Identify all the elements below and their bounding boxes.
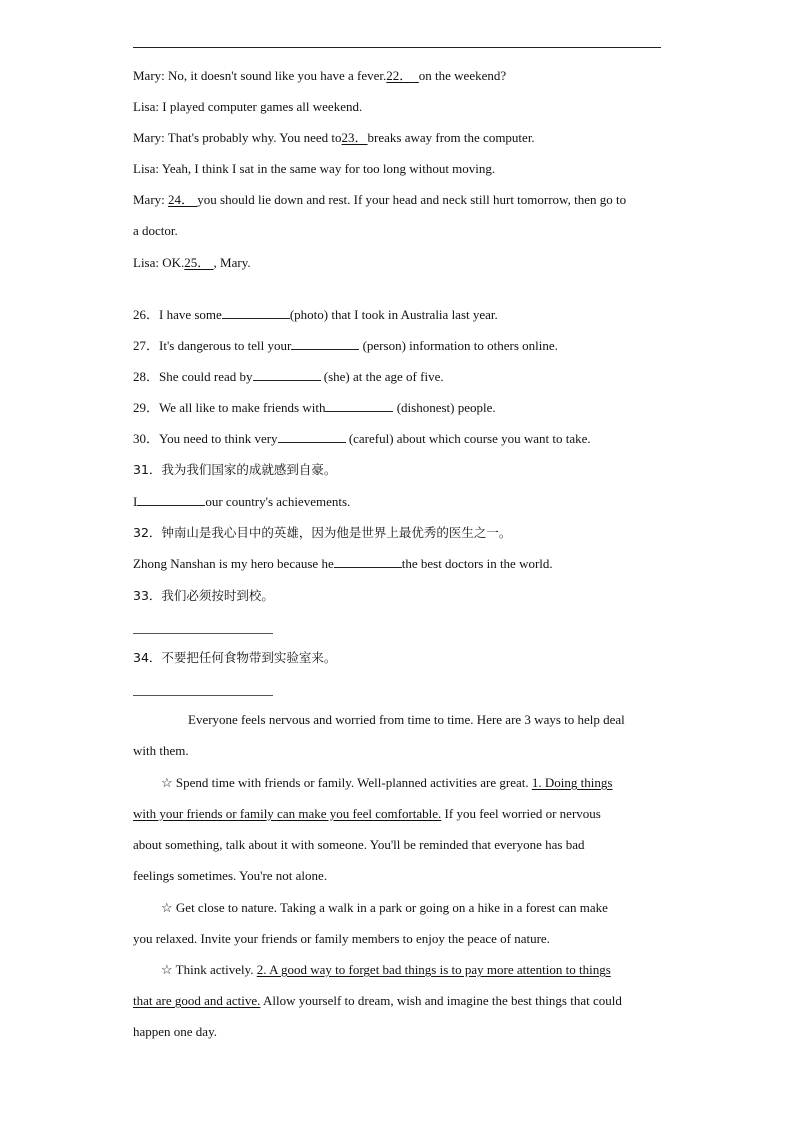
- question-28: [133, 369, 444, 385]
- passage-intro: Everyone feels nervous and worried from time to time. Here are 3 ways to help deal: [188, 712, 625, 727]
- dialogue-text: Mary: That's probably why. You need to: [133, 130, 342, 145]
- dialogue-line-5: [133, 192, 626, 208]
- question-26: [133, 307, 498, 323]
- question-33-chinese: 33．我们必须按时到校。: [133, 588, 274, 603]
- question-34-chinese: 34．不要把任何食物带到实验室来。: [133, 650, 337, 665]
- passage-tip-3-line-3: happen one day.: [133, 1024, 217, 1039]
- passage-tip-1-line-3: about something, talk about it with someone. You'll be reminded that everyone has bad: [133, 837, 585, 852]
- dialogue-line-4: Lisa: Yeah, I think I sat in the same way for too long without moving.: [133, 161, 496, 176]
- passage-tip-3: [161, 962, 611, 978]
- dialogue-text: breaks away from the computer.: [367, 130, 535, 145]
- header-rule: [133, 47, 661, 48]
- question-27: [133, 338, 558, 354]
- question-29: [133, 400, 496, 416]
- answer-line-34[interactable]: [133, 695, 273, 696]
- answer-blank[interactable]: [334, 556, 402, 568]
- underlined-sentence-2: 2. A good way to forget bad things is to pay more attention to things: [256, 962, 611, 977]
- question-text: I: [133, 494, 138, 509]
- passage-text: ☆ Spend time with friends or family. Well-planned activities are great.: [161, 775, 532, 790]
- dialogue-text: Mary:: [133, 192, 169, 207]
- question-32-english: [133, 556, 553, 572]
- answer-line-33[interactable]: [133, 633, 273, 634]
- dialogue-line-6: a doctor.: [133, 223, 178, 238]
- question-30: [133, 431, 591, 447]
- dialogue-text: , Mary.: [213, 255, 251, 270]
- dialogue-text: on the weekend?: [418, 68, 507, 83]
- blank-25: 25．: [184, 255, 211, 270]
- question-text: (careful) about which course you want to take.: [345, 431, 591, 446]
- question-text: (person) information to others online.: [359, 338, 558, 353]
- passage-text: If you feel worried or nervous: [441, 806, 601, 821]
- dialogue-text: Mary: No, it doesn't sound like you have a fever.: [133, 68, 387, 83]
- question-31-chinese: 31．我为我们国家的成就感到自豪。: [133, 462, 337, 477]
- answer-blank[interactable]: [137, 494, 205, 506]
- question-32-chinese: 32．钟南山是我心目中的英雄，因为他是世界上最优秀的医生之一。: [133, 525, 512, 540]
- blank-23: 23．: [341, 130, 368, 145]
- question-text: the best doctors in the world.: [401, 556, 553, 571]
- passage-intro-cont: with them.: [133, 743, 189, 758]
- question-31-english: [133, 494, 350, 510]
- underlined-sentence-1: 1. Doing things: [531, 775, 613, 790]
- dialogue-line-1: [133, 68, 506, 84]
- blank-22: 22．: [386, 68, 413, 83]
- question-text: 27．It's dangerous to tell your: [133, 338, 292, 353]
- question-text: 29．We all like to make friends with: [133, 400, 326, 415]
- passage-tip-1-line-2: [133, 806, 601, 822]
- answer-blank[interactable]: [278, 431, 346, 443]
- answer-blank[interactable]: [253, 369, 321, 381]
- question-text: (she) at the age of five.: [320, 369, 444, 384]
- answer-blank[interactable]: [222, 307, 290, 319]
- answer-blank[interactable]: [325, 400, 393, 412]
- dialogue-text: you should lie down and rest. If your head and neck still hurt tomorrow, then go to: [197, 192, 627, 207]
- passage-tip-2: ☆ Get close to nature. Taking a walk in a park or going on a hike in a forest can make: [161, 900, 608, 915]
- passage-text: Allow yourself to dream, wish and imagine the best things that could: [260, 993, 622, 1008]
- question-text: our country's achievements.: [205, 494, 351, 509]
- question-text: 26．I have some: [133, 307, 222, 322]
- passage-tip-1-line-4: feelings sometimes. You're not alone.: [133, 868, 328, 883]
- dialogue-line-3: [133, 130, 535, 146]
- dialogue-line-2: Lisa: I played computer games all weekend.: [133, 99, 363, 114]
- question-text: (dishonest) people.: [393, 400, 496, 415]
- underlined-sentence-2: that are good and active.: [133, 993, 261, 1008]
- underlined-sentence-1: with your friends or family can make you feel comfortable.: [133, 806, 442, 821]
- passage-tip-1: [161, 775, 612, 791]
- passage-tip-2-line-2: you relaxed. Invite your friends or family members to enjoy the peace of nature.: [133, 931, 550, 946]
- blank-24: 24．: [168, 192, 195, 207]
- dialogue-line-7: [133, 255, 251, 271]
- answer-blank[interactable]: [291, 338, 359, 350]
- question-text: (photo) that I took in Australia last year.: [289, 307, 498, 322]
- dialogue-text: Lisa: OK.: [133, 255, 185, 270]
- question-text: 30．You need to think very: [133, 431, 278, 446]
- passage-tip-3-line-2: [133, 993, 622, 1009]
- passage-text: ☆ Think actively.: [161, 962, 257, 977]
- question-text: Zhong Nanshan is my hero because he: [133, 556, 334, 571]
- question-text: 28．She could read by: [133, 369, 253, 384]
